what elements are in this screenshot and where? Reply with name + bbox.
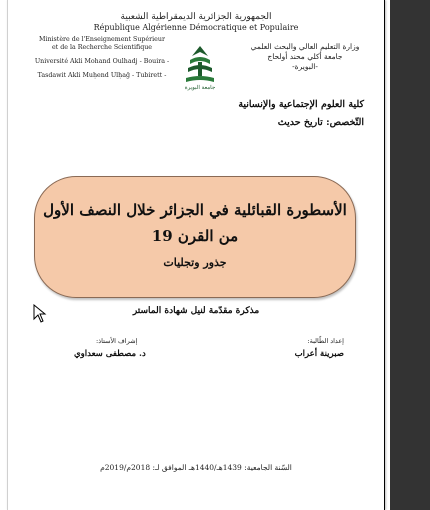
thesis-title-line-1: الأسطورة القبائلية في الجزائر خلال النصف الأول [43, 201, 347, 219]
ministry-arabic-line-1: وزارة التعليم العالي والبحث العلمي [250, 42, 360, 51]
supervisor-role-label: إشراف الأستاذ: [96, 337, 138, 345]
ministry-line-1: Ministère de l'Enseignement Supérieur [39, 36, 165, 43]
student-role-label: إعداد الطّالبة: [307, 337, 344, 345]
supervisor-name: د. مصطفى سعداوي [74, 349, 146, 359]
university-line-2: Tasdawit Akli Muḥend Ulḥağ - Tubirett - [37, 72, 167, 79]
ministry-university-arabic [240, 42, 370, 72]
page-edge-line [384, 0, 385, 510]
thesis-title-line-2: من القرن 19 [151, 227, 239, 245]
memo-statement: مذكرة مقدّمة لنيل شهادة الماستر [132, 306, 260, 316]
ministry-arabic-line-2: جامعة أكلي محند أولحاج [267, 52, 343, 61]
ministry-line-2: et de la Recherche Scientifique [51, 44, 153, 51]
university-logo-icon [180, 42, 220, 86]
mouse-cursor-icon [33, 304, 49, 324]
ministry-university-french [32, 36, 172, 80]
specialty: التّخصص: تاريخ حديث [277, 117, 364, 128]
thesis-title-box [34, 176, 356, 298]
student-name: صبرينة أعراب [294, 349, 344, 359]
logo-caption: جامعة البويرة [184, 85, 216, 91]
university-line-1: Université Akli Mohand Oulhadj - Bouira - [34, 58, 170, 65]
faculty-name: كلية العلوم الإجتماعية والإنسانية [238, 99, 364, 110]
side-panel [390, 0, 430, 510]
republic-french: République Algérienne Démocratique et Populaire [93, 23, 299, 32]
academic-year: السّنة الجامعية: 1439هـ/1440هـ الموافق لـ: 2018م/2019م [100, 463, 292, 472]
thesis-subtitle: جذور وتجليات [163, 256, 227, 269]
republic-arabic: الجمهورية الجزائرية الديمقراطية الشعبية [120, 12, 272, 22]
ministry-arabic-line-3: -البويرة- [292, 62, 318, 71]
document-page [7, 0, 385, 510]
